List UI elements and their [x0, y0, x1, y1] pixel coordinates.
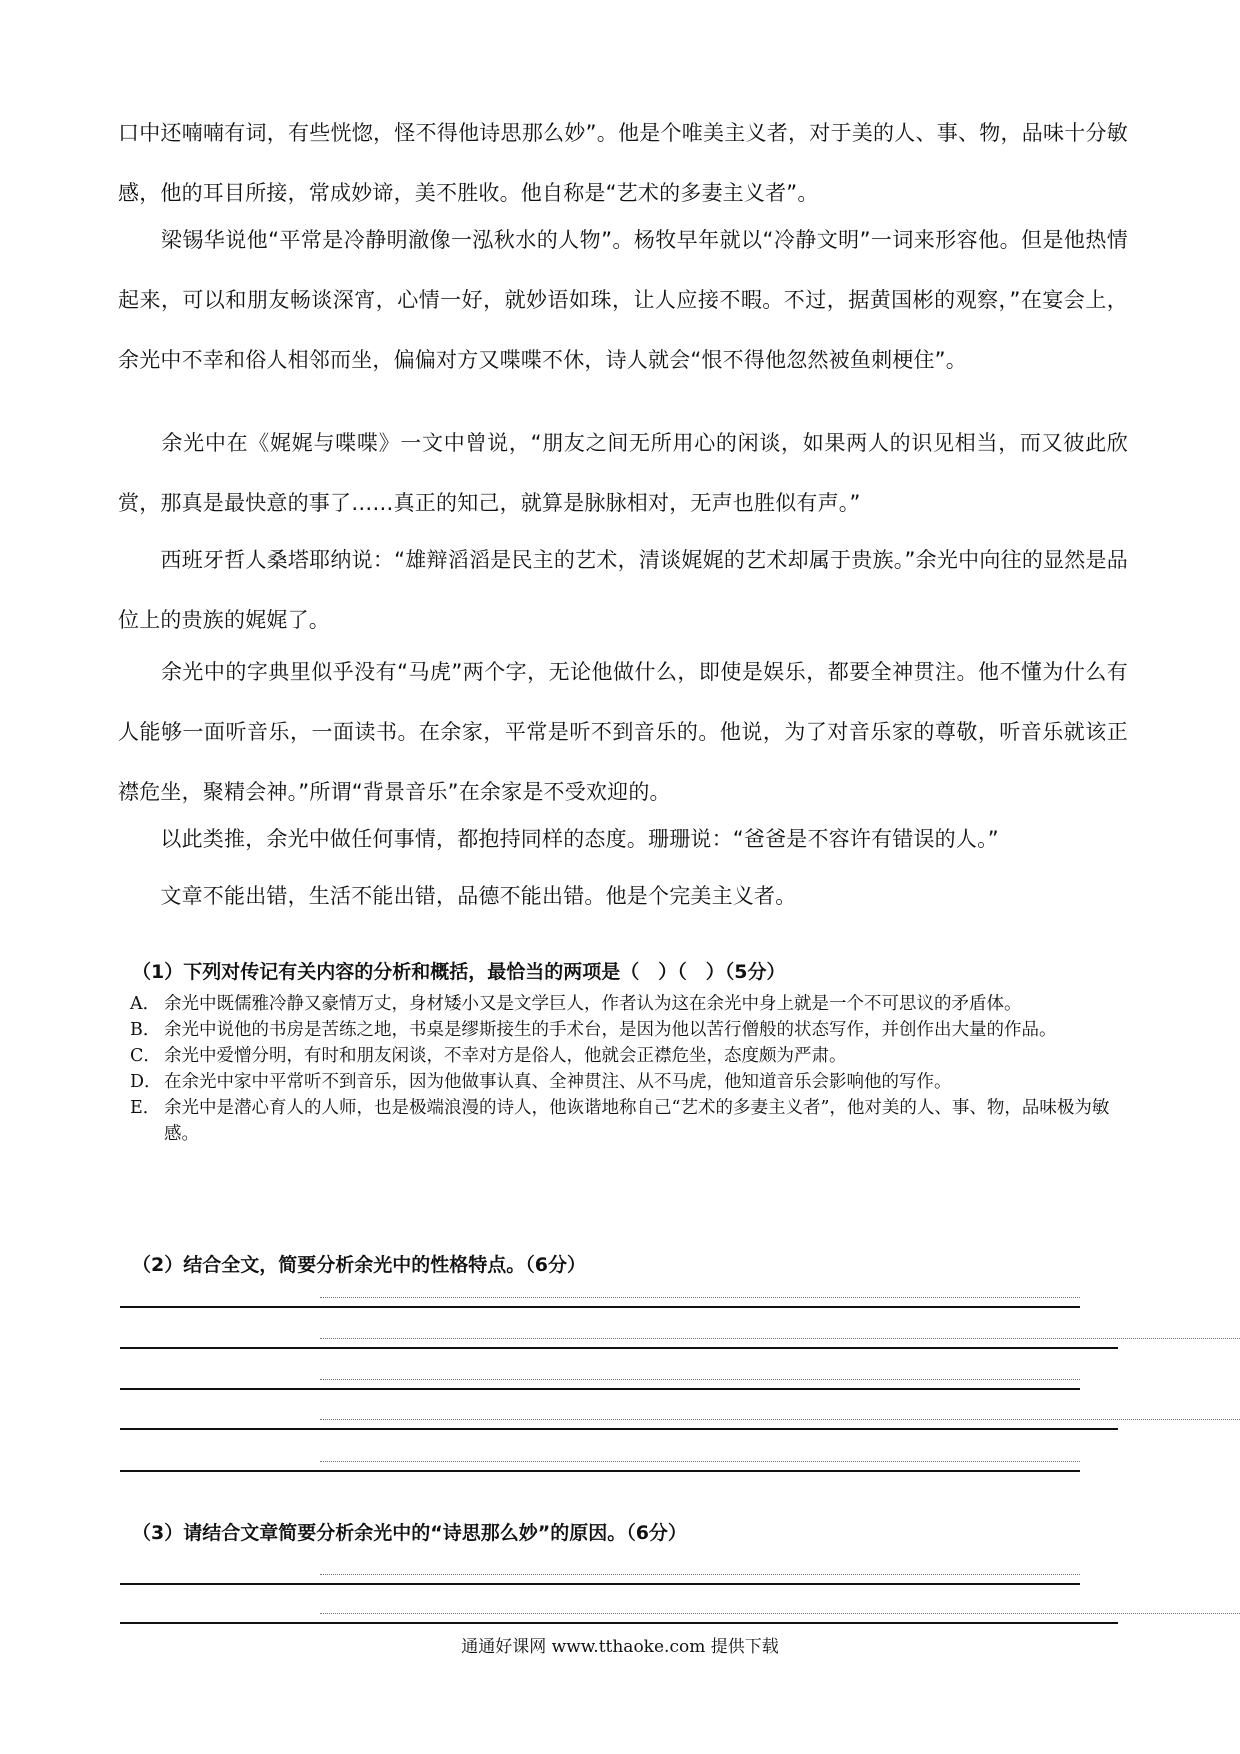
question-2-title: （2）结合全文，简要分析余光中的性格特点。（6分） [132, 1254, 586, 1276]
paragraph-7: 文章不能出错，生活不能出错，品德不能出错。他是个完美主义者。 [118, 884, 797, 908]
footer-credit: 通通好课网 www.tthaoke.com 提供下载 [461, 1637, 779, 1657]
paragraph-6: 以此类推，余光中做任何事情，都抱持同样的态度。珊珊说：“爸爸是不容许有错误的人。” [118, 827, 999, 851]
paragraph-3: 余光中在《娓娓与喋喋》一文中曾说，“朋友之间无所用心的闲谈，如果两人的识见相当，而又彼此欣赏，那真是最快意的事了……真正的知己，就算是脉脉相对，无声也胜似有声。” [118, 431, 1128, 515]
paragraph-1: 口中还喃喃有词，有些恍惚，怪不得他诗思那么妙”。他是个唯美主义者，对于美的人、事、物，品味十分敏感，他的耳目所接，常成妙谛，美不胜收。他自称是“艺术的多妻主义者”。 [118, 121, 1128, 205]
paragraph-4: 西班牙哲人桑塔耶纳说：“雄辩滔滔是民主的艺术，清谈娓娓的艺术却属于贵族。”余光中向往的显然是品位上的贵族的娓娓了。 [118, 548, 1128, 632]
option-d: D． 在余光中家中平常听不到音乐，因为他做事认真、全神贯注、从不马虎，他知道音乐会影响他的写作。 [130, 1072, 952, 1092]
option-a: A． 余光中既儒雅冷静又豪情万丈，身材矮小又是文学巨人，作者认为这在余光中身上就是一个不可思议的矛盾体。 [130, 994, 1022, 1014]
option-c: C． 余光中爱憎分明，有时和朋友闲谈，不幸对方是俗人，他就会正襟危坐，态度颇为严肃。 [130, 1046, 847, 1066]
paragraph-5: 余光中的字典里似乎没有“马虎”两个字，无论他做什么，即使是娱乐，都要全神贯注。他不懂为什么有人能够一面听音乐，一面读书。在余家，平常是听不到音乐的。他说，为了对音乐家的尊敬，听音乐就该正襟危坐，聚精会神。”所谓“背景音乐”在余家是不受欢迎的。 [118, 660, 1128, 804]
paragraph-2: 梁锡华说他“平常是冷静明澈像一泓秋水的人物”。杨牧早年就以“冷静文明”一词来形容他。但是他热情起来，可以和朋友畅谈深宵，心情一好，就妙语如珠，让人应接不暇。不过，据黄国彬的观察，”在宴会上，余光中不幸和俗人相邻而坐，偏偏对方又喋喋不休，诗人就会“恨不得他忽然被鱼刺梗住”。 [118, 228, 1128, 372]
option-b: B． 余光中说他的书房是苦练之地，书桌是缪斯接生的手术台，是因为他以苦行僧般的状态写作，并创作出大量的作品。 [130, 1020, 1057, 1040]
question-3-title: （3）请结合文章简要分析余光中的“诗思那么妙”的原因。（6分） [132, 1522, 687, 1544]
question-1-title: （1）下列对传记有关内容的分析和概括，最恰当的两项是（ ）（ ）（5分） [132, 961, 786, 983]
option-e: E． 余光中是潜心育人的人师，也是极端浪漫的诗人，他诙谐地称自己“艺术的多妻主义者”，他对美的人、事、物，品味极为敏感。 [130, 1098, 1110, 1144]
question-1-options [130, 991, 1130, 1147]
